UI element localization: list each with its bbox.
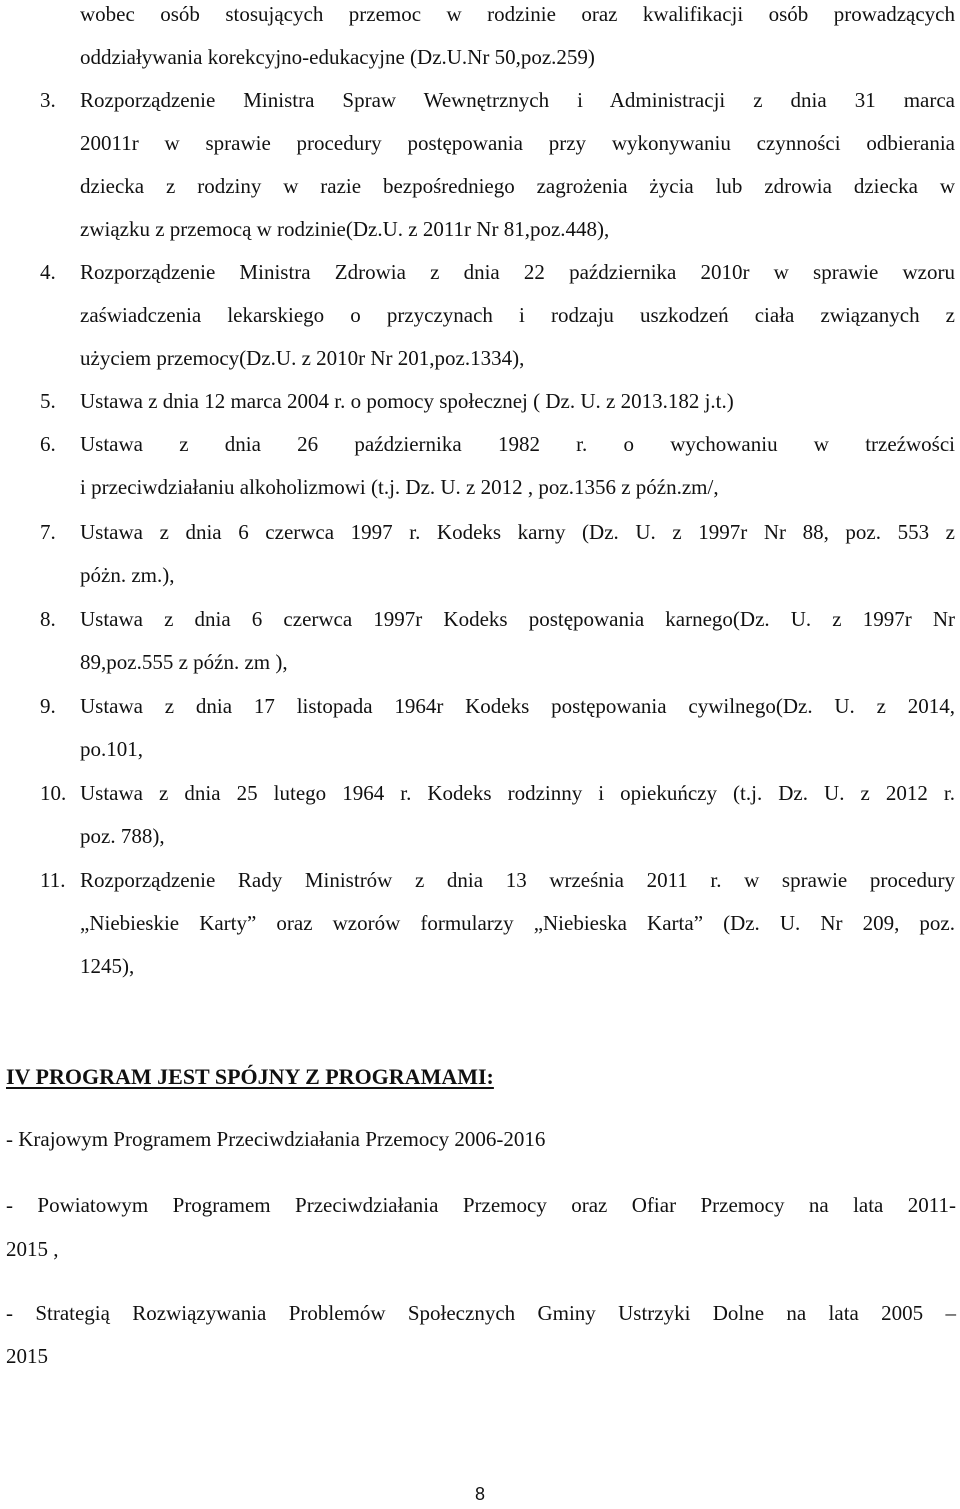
item-3-line-2: 20011r w sprawie procedury postępowania przy wykonywaniu czynności odbierania <box>80 131 955 155</box>
item-5-number: 5. <box>40 389 56 413</box>
item-11-number: 11. <box>40 868 66 892</box>
item-10-number: 10. <box>40 781 67 805</box>
item-9-number: 9. <box>40 694 56 718</box>
item-3-line-3: dziecka z rodziny w razie bezpośredniego zagrożenia życia lub zdrowia dziecka w <box>80 174 955 198</box>
section-line-1: - Krajowym Programem Przeciwdziałania Przemocy 2006-2016 <box>6 1127 546 1151</box>
section-heading: IV PROGRAM JEST SPÓJNY Z PROGRAMAMI: <box>6 1064 494 1089</box>
item-6-number: 6. <box>40 432 56 456</box>
page-number: 8 <box>474 1484 485 1504</box>
intro-line-1: wobec osób stosujących przemoc w rodzinie oraz kwalifikacji osób prowadzących <box>80 2 955 26</box>
item-7-line-2: póżn. zm.), <box>80 563 175 587</box>
item-6-line-1: Ustawa z dnia 26 października 1982 r. o wychowaniu w trzeźwości <box>80 432 955 456</box>
section-line-3: 2015 , <box>6 1237 59 1261</box>
item-4-line-3: użyciem przemocy(Dz.U. z 2010r Nr 201,poz.1334), <box>80 346 525 370</box>
section-line-5: 2015 <box>6 1344 48 1368</box>
item-5-line-1: Ustawa z dnia 12 marca 2004 r. o pomocy społecznej ( Dz. U. z 2013.182 j.t.) <box>80 389 734 413</box>
item-11-line-3: 1245), <box>80 954 135 978</box>
item-10-line-1: Ustawa z dnia 25 lutego 1964 r. Kodeks rodzinny i opiekuńczy (t.j. Dz. U. z 2012 r. <box>80 781 955 805</box>
item-3-line-4: związku z przemocą w rodzinie(Dz.U. z 2011r Nr 81,poz.448), <box>80 217 610 241</box>
item-8-number: 8. <box>40 607 56 631</box>
section-line-4: - Strategią Rozwiązywania Problemów Społecznych Gminy Ustrzyki Dolne na lata 2005 – <box>6 1301 956 1325</box>
item-8-line-2: 89,poz.555 z późn. zm ), <box>80 650 288 674</box>
item-6-line-2: i przeciwdziałaniu alkoholizmowi (t.j. Dz. U. z 2012 , poz.1356 z późn.zm/, <box>80 475 719 499</box>
item-4-number: 4. <box>40 260 56 284</box>
item-4-line-1: Rozporządzenie Ministra Zdrowia z dnia 22 października 2010r w sprawie wzoru <box>80 260 955 284</box>
item-11-line-2: „Niebieskie Karty” oraz wzorów formularzy „Niebieska Karta” (Dz. U. Nr 209, poz. <box>80 911 955 935</box>
item-8-line-1: Ustawa z dnia 6 czerwca 1997r Kodeks postępowania karnego(Dz. U. z 1997r Nr <box>80 607 955 631</box>
section-line-2: - Powiatowym Programem Przeciwdziałania Przemocy oraz Ofiar Przemocy na lata 2011- <box>6 1193 956 1217</box>
item-3-number: 3. <box>40 88 56 112</box>
item-3-line-1: Rozporządzenie Ministra Spraw Wewnętrznych i Administracji z dnia 31 marca <box>80 88 955 112</box>
item-11-line-1: Rozporządzenie Rady Ministrów z dnia 13 września 2011 r. w sprawie procedury <box>80 868 955 892</box>
intro-line-2: oddziaływania korekcyjno-edukacyjne (Dz.U.Nr 50,poz.259) <box>80 45 595 69</box>
item-10-line-2: poz. 788), <box>80 824 165 848</box>
item-7-number: 7. <box>40 520 56 544</box>
item-4-line-2: zaświadczenia lekarskiego o przyczynach i rodzaju uszkodzeń ciała związanych z <box>80 303 955 327</box>
item-7-line-1: Ustawa z dnia 6 czerwca 1997 r. Kodeks karny (Dz. U. z 1997r Nr 88, poz. 553 z <box>80 520 955 544</box>
item-9-line-1: Ustawa z dnia 17 listopada 1964r Kodeks postępowania cywilnego(Dz. U. z 2014, <box>80 694 955 718</box>
item-9-line-2: po.101, <box>80 737 143 761</box>
